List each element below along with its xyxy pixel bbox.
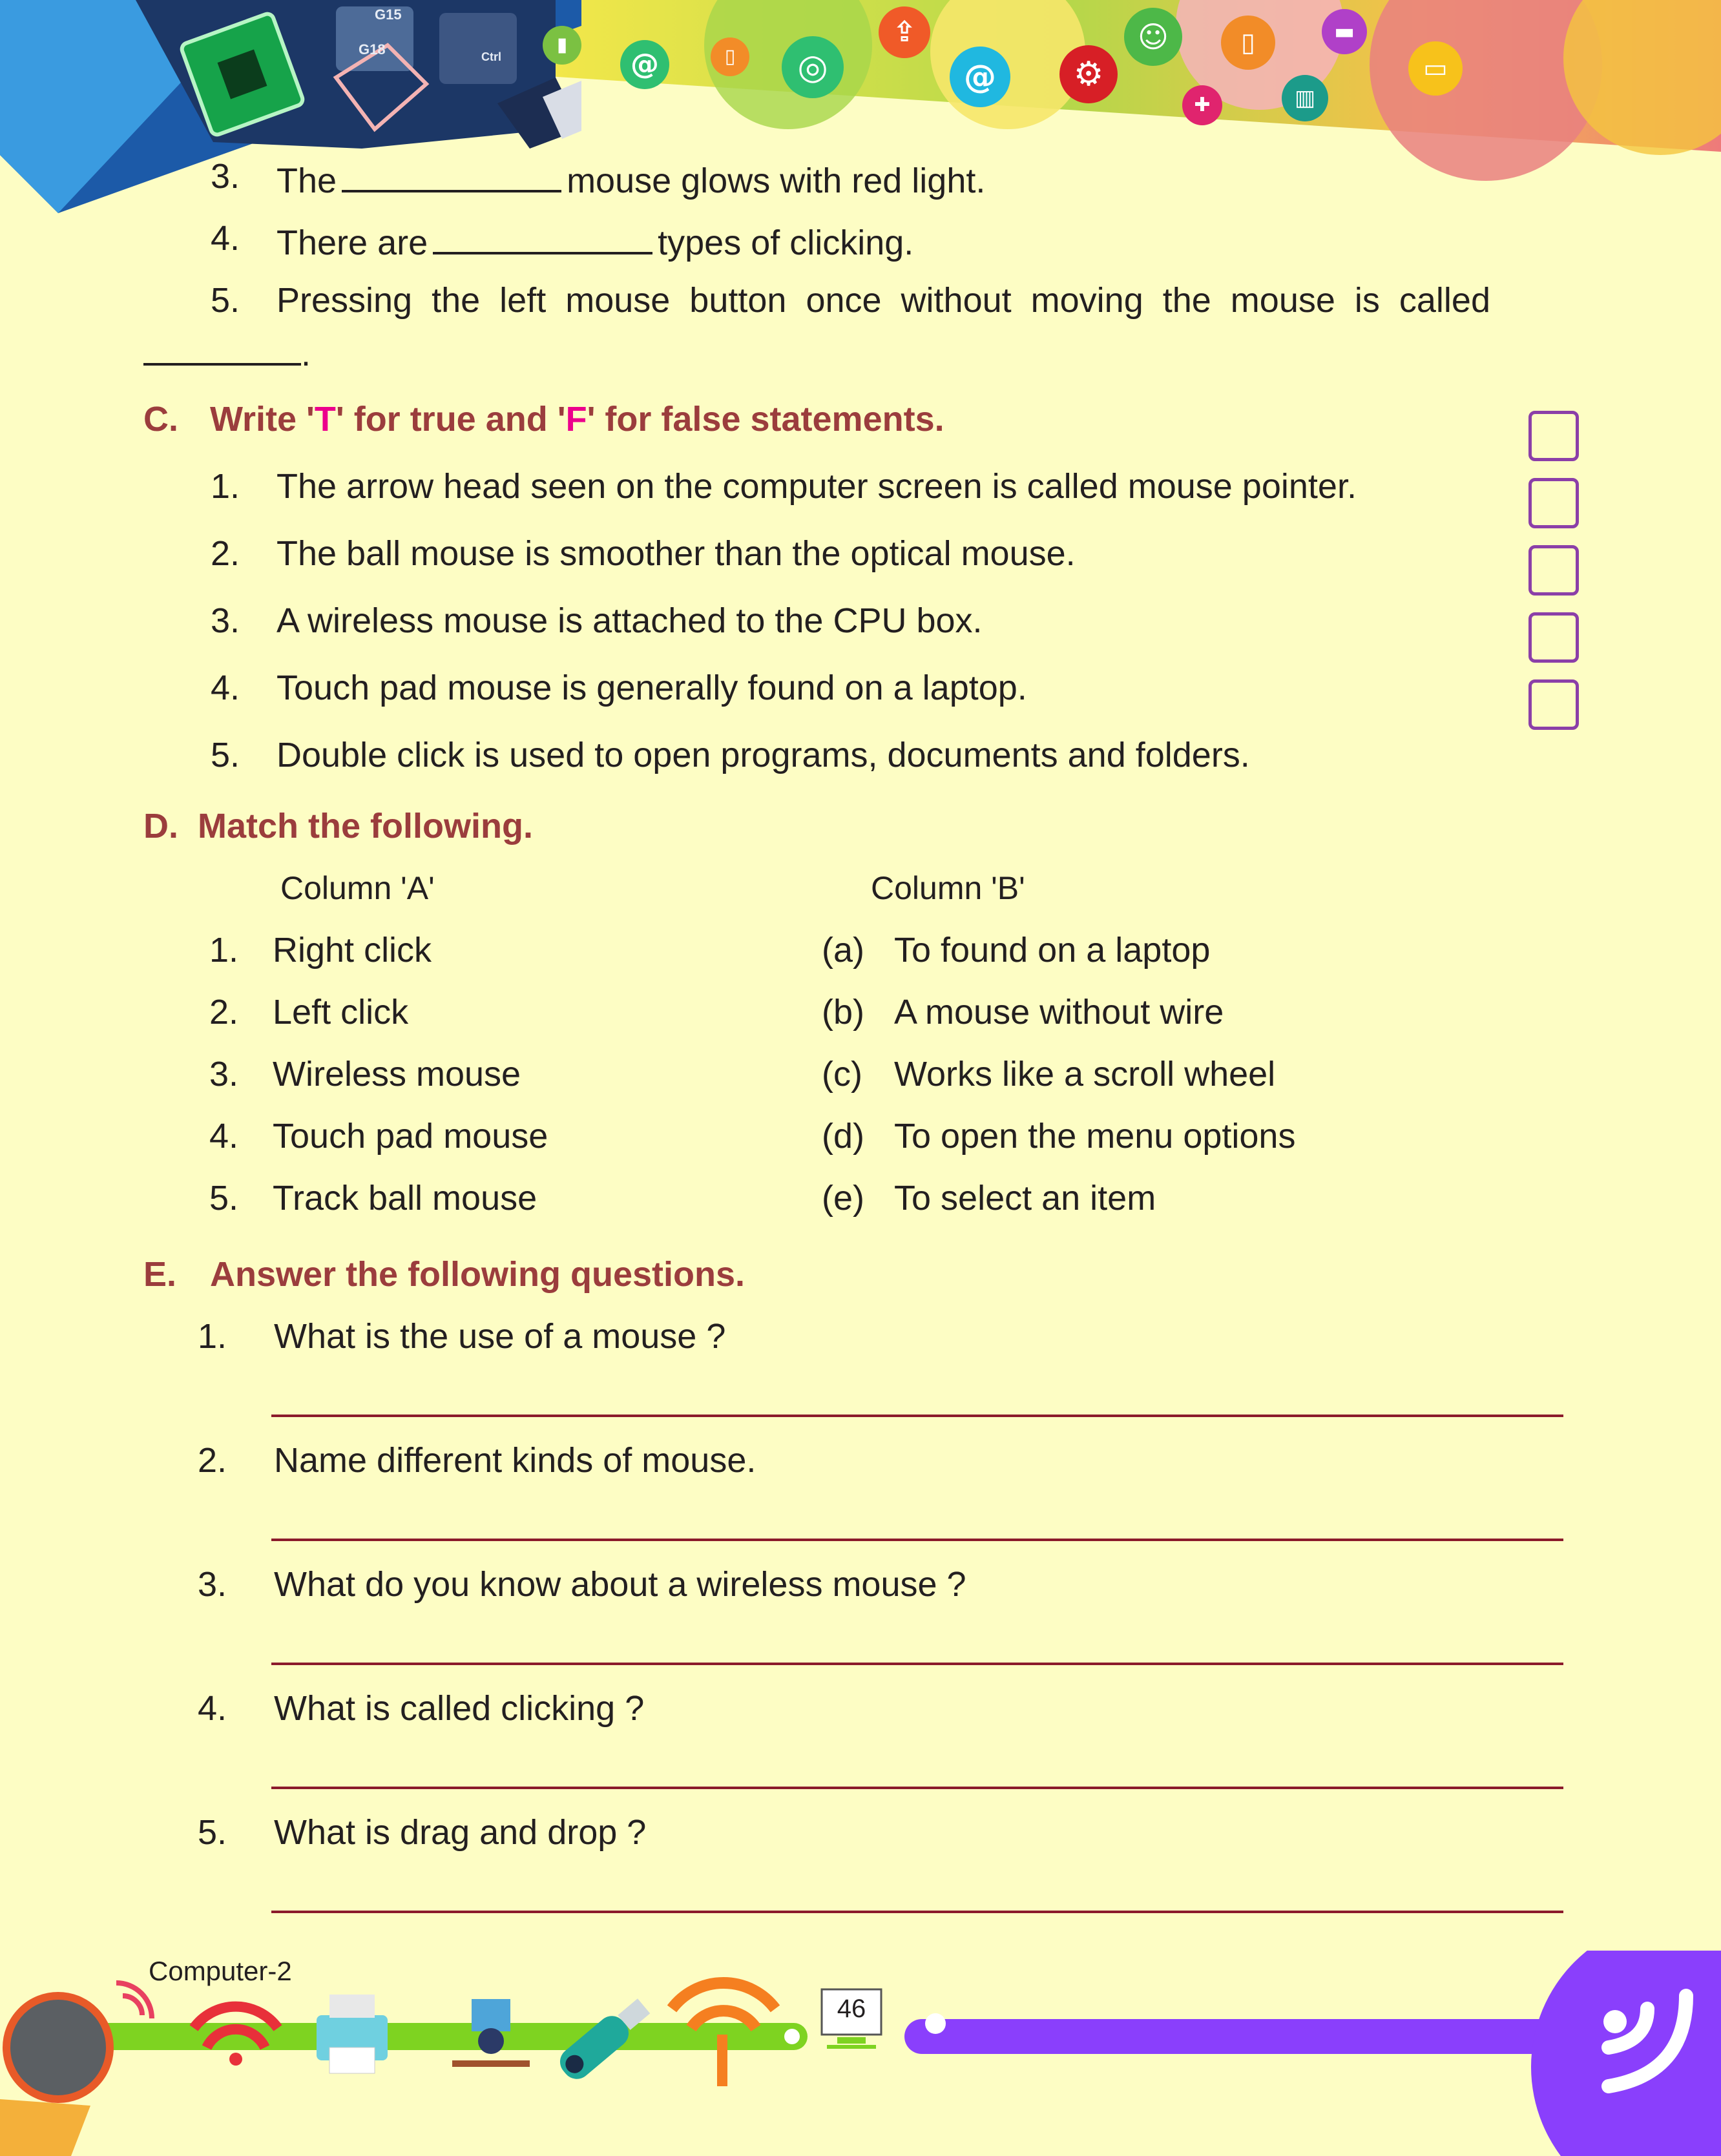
item-number: 4. xyxy=(198,1689,227,1728)
upload-icon: ⇪ xyxy=(879,6,930,58)
brand-logo xyxy=(1538,1951,1721,2156)
statement-text: Touch pad mouse is generally found on a laptop. xyxy=(276,669,1027,707)
fill-blank-question xyxy=(143,329,311,374)
section-letter: C. xyxy=(143,400,178,439)
column-a-item: Track ball mouse xyxy=(273,1179,537,1218)
footer-banner xyxy=(0,1951,1721,2156)
column-b-item: To select an item xyxy=(894,1179,1156,1218)
question-text: Pressing the left mouse button once without moving the mouse is called xyxy=(276,281,1490,320)
heading-text: ' for false statements. xyxy=(587,400,944,439)
fill-blank-question xyxy=(276,156,985,201)
question-text: . xyxy=(301,335,311,373)
item-letter: (d) xyxy=(822,1117,864,1156)
item-number: 4. xyxy=(211,669,240,707)
item-number: 5. xyxy=(209,1179,239,1218)
item-number: 3. xyxy=(209,1055,239,1094)
printer-icon xyxy=(317,1995,388,2073)
statement-text: The arrow head seen on the computer screen is called mouse pointer. xyxy=(276,467,1357,506)
column-a-item: Left click xyxy=(273,993,409,1031)
column-b-item: To open the menu options xyxy=(894,1117,1296,1156)
item-number: 1. xyxy=(211,467,240,506)
question-text: What do you know about a wireless mouse ? xyxy=(274,1565,966,1604)
answer-line[interactable] xyxy=(271,1911,1563,1913)
wifi-icon xyxy=(672,1976,775,2086)
item-letter: (e) xyxy=(822,1179,864,1218)
item-letter: (a) xyxy=(822,931,864,969)
key-label: Ctrl xyxy=(481,50,501,63)
answer-checkbox[interactable] xyxy=(1528,612,1579,663)
column-a-item: Touch pad mouse xyxy=(273,1117,548,1156)
gamepad-icon: ✚ xyxy=(1182,85,1222,125)
wifi-icon xyxy=(194,1989,278,2067)
people-icon: ☺ xyxy=(1124,8,1182,66)
statement-text: A wireless mouse is attached to the CPU box. xyxy=(276,601,983,640)
globe-icon: ◎ xyxy=(782,36,844,98)
section-letter: D. xyxy=(143,807,178,845)
chart-icon: ▥ xyxy=(1282,75,1328,121)
item-number: 2. xyxy=(209,993,239,1031)
page-number: 46 xyxy=(837,1995,866,2023)
section-heading: Answer the following questions. xyxy=(210,1255,746,1294)
blank-line xyxy=(433,218,652,254)
blank-line xyxy=(143,329,301,366)
answer-line[interactable] xyxy=(271,1787,1563,1789)
heading-text: Write ' xyxy=(210,400,315,439)
signal-icon: ▮ xyxy=(543,26,581,65)
key-label: G18 xyxy=(359,41,386,57)
column-b-item: To found on a laptop xyxy=(894,931,1211,969)
answer-line[interactable] xyxy=(271,1663,1563,1665)
question-text: mouse glows with red light. xyxy=(567,161,986,200)
key-label: G15 xyxy=(375,6,402,23)
answer-line[interactable] xyxy=(271,1539,1563,1541)
header-banner xyxy=(0,0,1721,155)
gear-icon: ⚙ xyxy=(1059,45,1118,103)
answer-line[interactable] xyxy=(271,1415,1563,1417)
blank-line xyxy=(342,156,561,192)
statement-text: The ball mouse is smoother than the optical mouse. xyxy=(276,534,1076,573)
monitor-icon xyxy=(822,1989,881,2049)
question-text: The xyxy=(276,161,337,200)
answer-checkbox[interactable] xyxy=(1528,478,1579,528)
item-number: 5. xyxy=(198,1813,227,1852)
item-letter: (b) xyxy=(822,993,864,1031)
section-heading xyxy=(210,399,944,439)
monitor-icon: ▭ xyxy=(1408,41,1463,96)
item-number: 3. xyxy=(211,157,240,196)
item-number: 1. xyxy=(198,1317,227,1356)
false-letter: F xyxy=(565,400,587,439)
column-b-item: Works like a scroll wheel xyxy=(894,1055,1276,1094)
question-text: What is called clicking ? xyxy=(274,1689,645,1728)
item-number: 1. xyxy=(209,931,239,969)
item-letter: (c) xyxy=(822,1055,862,1094)
item-number: 5. xyxy=(211,736,240,774)
answer-checkbox[interactable] xyxy=(1528,679,1579,730)
mouse-icon: ▯ xyxy=(1221,16,1275,70)
question-text: types of clicking. xyxy=(658,223,914,262)
item-number: 4. xyxy=(209,1117,239,1156)
item-number: 2. xyxy=(198,1441,227,1480)
true-letter: T xyxy=(314,400,336,439)
fill-blank-question xyxy=(276,218,913,263)
column-b-title: Column 'B' xyxy=(871,870,1025,906)
usb-drive-icon xyxy=(556,2002,659,2086)
folder-icon: ▬ xyxy=(1322,9,1367,54)
column-a-title: Column 'A' xyxy=(280,870,435,906)
section-letter: E. xyxy=(143,1255,177,1294)
desk-computer-icon xyxy=(452,1999,530,2067)
at-sign-icon: @ xyxy=(620,40,669,89)
question-text: There are xyxy=(276,223,428,262)
section-heading: Match the following. xyxy=(198,807,533,845)
question-text: What is drag and drop ? xyxy=(274,1813,647,1852)
item-number: 2. xyxy=(211,534,240,573)
item-number: 3. xyxy=(211,601,240,640)
mouse-icon: ▯ xyxy=(711,37,749,76)
column-b-item: A mouse without wire xyxy=(894,993,1224,1031)
column-a-item: Right click xyxy=(273,931,432,969)
statement-text: Double click is used to open programs, documents and folders. xyxy=(276,736,1250,774)
at-sign-icon: @ xyxy=(950,47,1010,107)
satellite-dish-icon xyxy=(6,1996,110,2099)
book-title: Computer-2 xyxy=(149,1956,292,1986)
item-number: 5. xyxy=(211,281,240,320)
item-number: 3. xyxy=(198,1565,227,1604)
item-number: 4. xyxy=(211,219,240,258)
question-text: Name different kinds of mouse. xyxy=(274,1441,756,1480)
answer-checkbox[interactable] xyxy=(1528,545,1579,596)
heading-text: ' for true and ' xyxy=(335,400,566,439)
column-a-item: Wireless mouse xyxy=(273,1055,521,1094)
question-text: What is the use of a mouse ? xyxy=(274,1317,726,1356)
answer-checkbox[interactable] xyxy=(1528,411,1579,461)
